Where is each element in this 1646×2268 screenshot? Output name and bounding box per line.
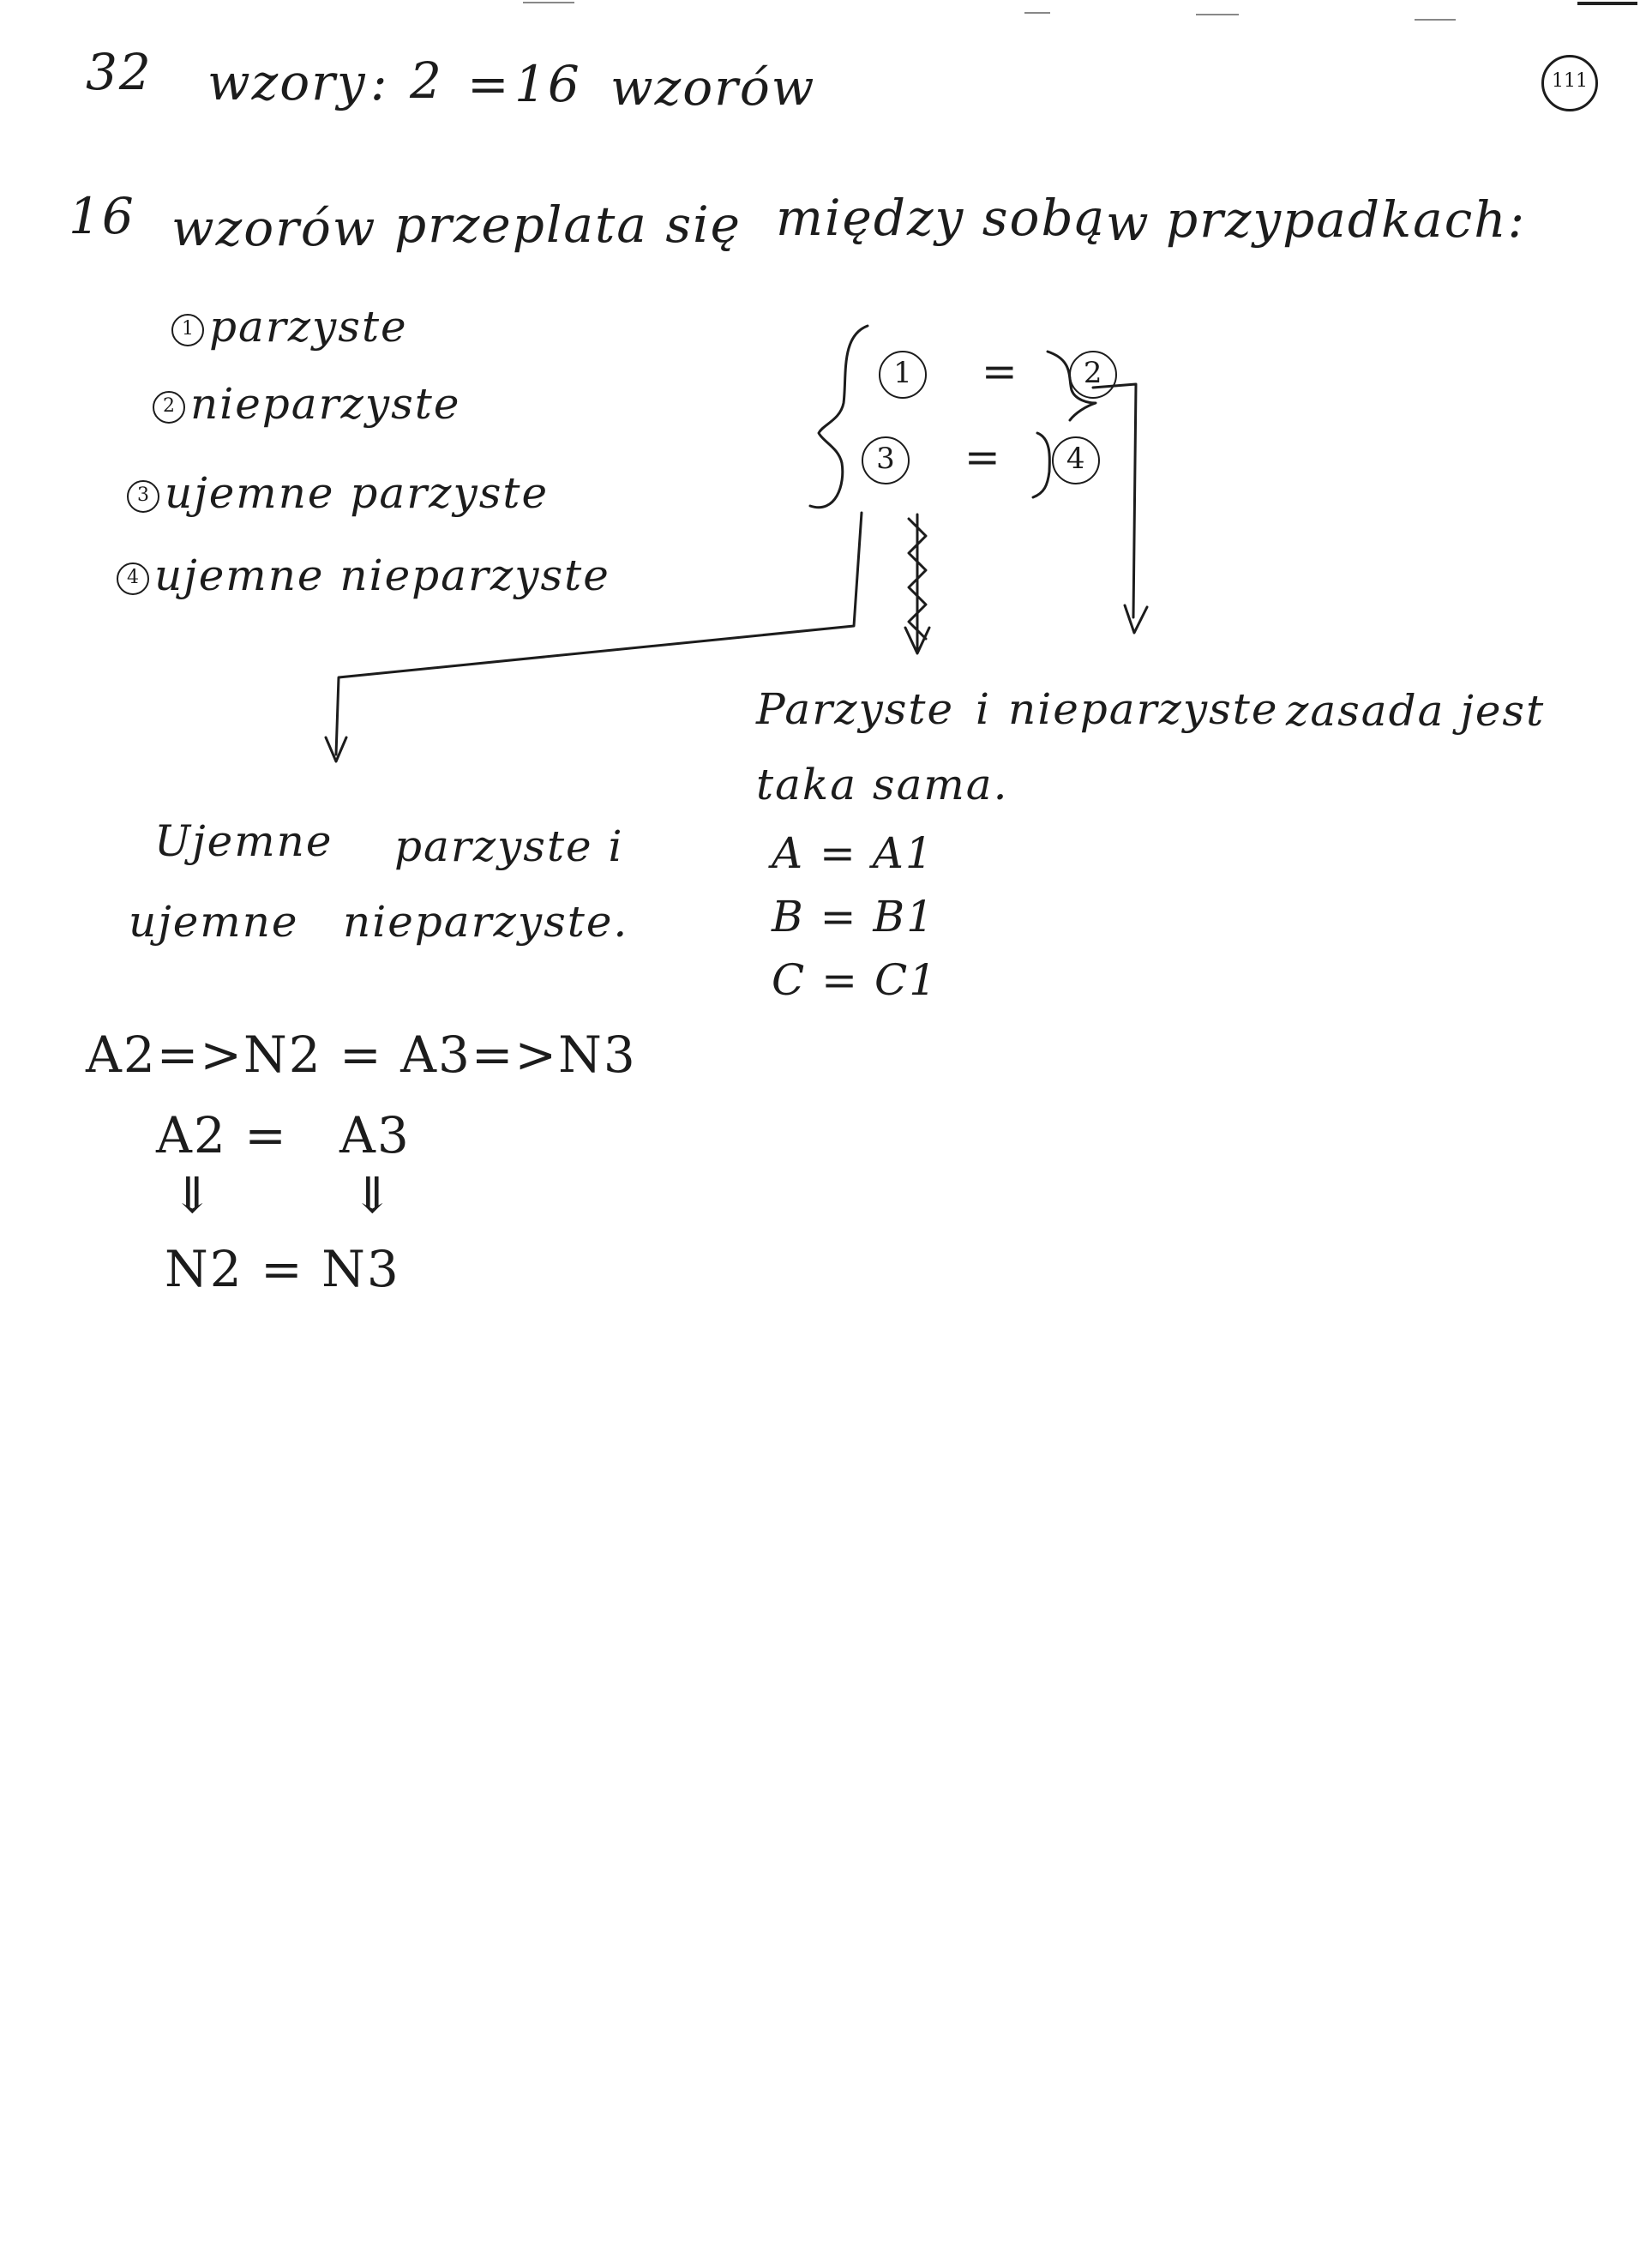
header-operator: : [370, 53, 389, 111]
right-note-eq-c: C = C1 [772, 955, 939, 1005]
right-bracket-line [1093, 384, 1136, 617]
header-divisor: 2 [410, 51, 443, 110]
right-arrow-head [1125, 605, 1147, 633]
right-note-2: taka sama. [756, 760, 1009, 809]
header-equals: = [467, 55, 511, 113]
case-number-1: 1 [171, 314, 204, 346]
squiggle-stroke [909, 519, 926, 639]
intro-text-3: między sobą [776, 189, 1107, 247]
case-item-3 [127, 468, 549, 518]
left-arrow-head [326, 737, 346, 761]
scan-mark [1024, 12, 1050, 14]
scan-mark [1415, 19, 1456, 21]
left-note-2a: ujemne [129, 897, 299, 947]
implication-eq-right: A3 [339, 1106, 411, 1164]
left-note-1b: parzyste i [394, 821, 624, 871]
case-number-4: 4 [117, 562, 149, 595]
header-result-word: wzorów [610, 58, 816, 117]
equality-op-2: = [964, 432, 1002, 482]
right-note-eq-b: B = B1 [772, 892, 935, 941]
right-note-1d: zasada jest [1286, 686, 1546, 736]
intro-count: 16 [69, 187, 135, 245]
intro-text-1: wzorów [171, 199, 377, 257]
intro-text-5: przypadkach: [1166, 190, 1527, 249]
case-item-1 [171, 302, 408, 352]
implication-eq-left: A2 = [156, 1106, 288, 1164]
header-count: 32 [86, 43, 153, 101]
equality-op-1: = [981, 346, 1019, 396]
header-word: wzory [207, 53, 367, 111]
squiggle-arrow-head [905, 628, 929, 653]
case-number-3: 3 [127, 480, 159, 513]
case-label-2: nieparzyste [190, 379, 461, 429]
implication-arrow-left: ⇓ [171, 1166, 215, 1224]
header-result: 16 [514, 55, 581, 113]
scan-mark [1577, 2, 1637, 5]
equality-right-1: 2 [1069, 351, 1117, 399]
case-number-2: 2 [153, 391, 185, 424]
case-label-4: ujemne nieparzyste [154, 550, 610, 600]
equality-row-1 [879, 346, 1122, 399]
implication-main: A2=>N2 = A3=>N3 [86, 1026, 637, 1084]
left-note-2b: nieparzyste. [343, 897, 629, 947]
page-number-badge: 111 [1541, 55, 1598, 111]
case-label-1: parzyste [209, 302, 408, 352]
left-note-1a: Ujemne [154, 816, 333, 866]
implication-result: N2 = N3 [165, 1240, 400, 1298]
equality-left-1: 1 [879, 351, 927, 399]
intro-text-2: przeplata się [394, 196, 742, 254]
intro-text-4: w [1106, 194, 1150, 252]
case-item-2 [153, 379, 460, 429]
equality-left-2: 3 [862, 436, 910, 484]
right-note-1c: nieparzyste [1008, 684, 1279, 734]
scan-mark [523, 2, 574, 3]
case-item-4 [117, 550, 610, 600]
equality-right-2: 4 [1052, 436, 1100, 484]
case-label-3: ujemne parzyste [165, 468, 550, 518]
scan-mark [1196, 14, 1239, 15]
right-note-eq-a: A = A1 [772, 828, 934, 878]
implication-arrow-right: ⇓ [351, 1166, 395, 1224]
right-note-1a: Parzyste [756, 684, 955, 734]
right-note-1b: i [976, 684, 991, 734]
left-brace-stroke [810, 326, 868, 508]
equality-row-2 [862, 432, 1105, 484]
